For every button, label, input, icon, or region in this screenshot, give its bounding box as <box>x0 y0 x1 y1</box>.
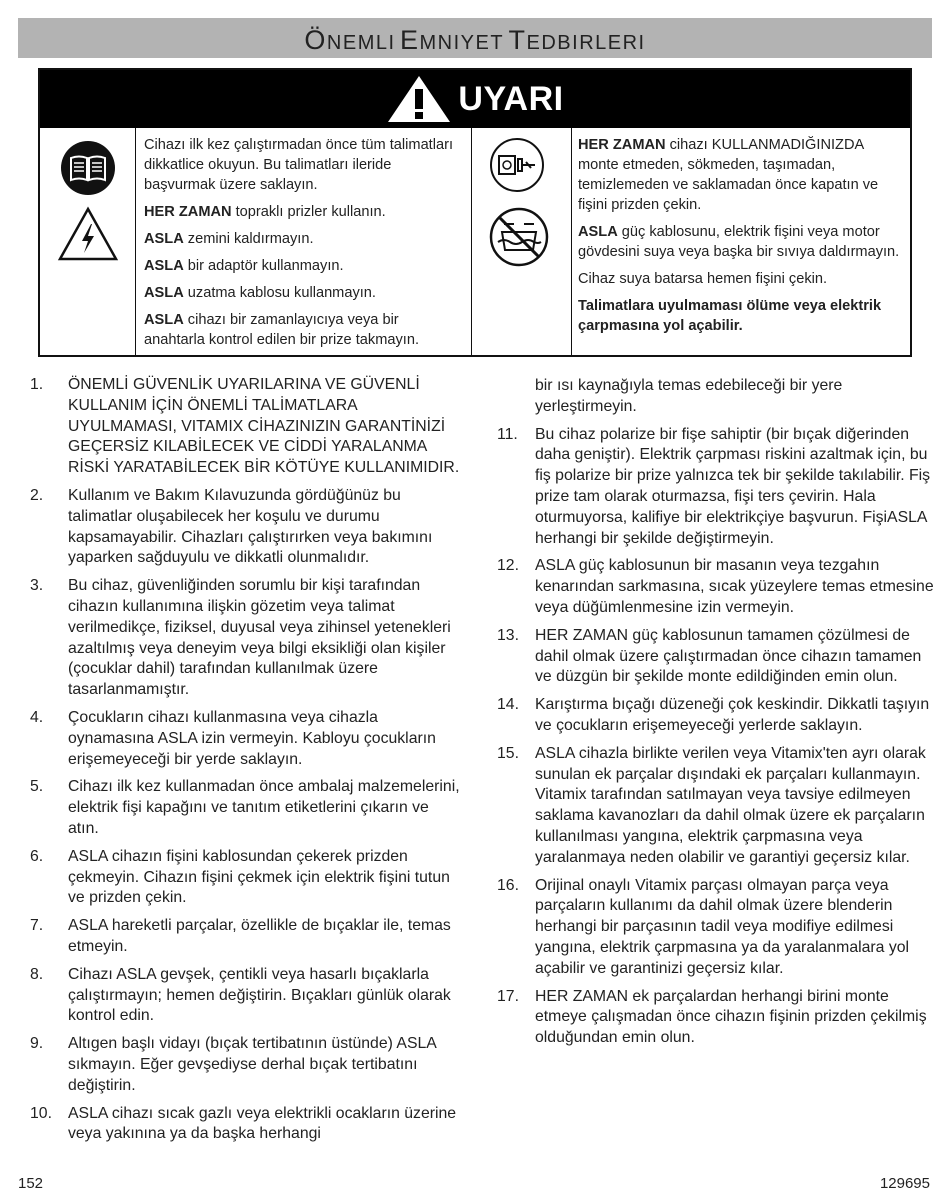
item-text: ASLA cihazın fişini kablosundan çekerek prizden çekmeyin. Cihazın fişini çekmek için elektrik fişini tutun ve prizden çekin. <box>68 847 450 907</box>
item-text: Bu cihaz polarize bir fişe sahiptir (bir bıçak diğerinden daha geniştir). Elektrik çarpması riskini azaltmak için, bu fiş polarize bir prize yalnızca tek bir şekilde takılabilir. Fiş prize tam olarak oturmazsa, fişi ters çevirin. Hala oturmuyorsa, kalifiye bir elektrikçiye başvurun. FişiASLA herhangi bir şekilde değiştirmeyin. <box>535 425 931 547</box>
item-text: Çocukların cihazı kullanmasına veya cihazla oynamasına ASLA izin vermeyin. Kabloyu çocukların erişemeyeceği bir yerde saklayın. <box>68 708 436 768</box>
title-word: EDBIRLERI <box>526 32 646 54</box>
title-word: MNIYET <box>419 32 505 54</box>
warning-text <box>578 296 904 336</box>
item-number: 11. <box>497 425 518 443</box>
item-text: Cihazı ASLA gevşek, çentikli veya hasarlı bıçaklarla çalıştırmayın; hemen değiştirin. Bıçakları günlük olarak kontrol edin. <box>68 965 451 1025</box>
warning-bold: ASLA <box>578 224 618 240</box>
warning-text <box>144 202 463 222</box>
left-warning-text <box>136 128 472 355</box>
warning-bold: HER ZAMAN <box>578 137 666 153</box>
warning-bold: ASLA <box>144 285 184 301</box>
warning-heading: UYARI <box>458 79 564 118</box>
left-list <box>30 375 462 1152</box>
item-text: Kullanım ve Bakım Kılavuzunda gördüğünüz bu talimatlar oluşabilecek her koşulu ve durumu kapsamayabilir. Cihazları çalıştırırken veya bakımını yaparken sağduyulu ve dikkatli olunmalıdır. <box>68 486 433 567</box>
list-item <box>497 987 937 1049</box>
list-item <box>30 916 462 958</box>
warning-text <box>144 283 463 303</box>
list-item <box>30 576 462 701</box>
item-number: 6. <box>30 847 44 865</box>
list-item <box>30 708 462 770</box>
item-text: ÖNEMLİ GÜVENLİK UYARILARINA VE GÜVENLİ KULLANIM İÇİN ÖNEMLİ TALİMATLARA UYULMAMASI, VITAMIX CİHAZINIZIN GARANTİNİZİ GEÇERSİZ KILABİLECEK VE CİDDİ YARALANMA RİSKİ YARATABİLECEK BİR KÖTÜYE KULLANIMIDIR. <box>68 376 460 477</box>
warning-text <box>578 135 904 215</box>
title-letter: Ö <box>304 25 327 55</box>
item-number: 13. <box>497 626 519 644</box>
warning-rest: cihazı bir zamanlayıcıya veya bir anahtarla kontrol edilen bir prize takmayın. <box>144 312 419 348</box>
item-text: HER ZAMAN ek parçalardan herhangi birini monte etmeye çalışmadan önce cihazın fişinin prizden çekilmiş olduğundan emin olun. <box>535 987 927 1047</box>
item-text: Karıştırma bıçağı düzeneği çok keskindir. Dikkatli taşıyın ve çocukların erişemeyeceği yerlerde saklayın. <box>535 696 930 734</box>
item-number: 1. <box>30 376 44 393</box>
list-item <box>30 375 462 479</box>
title-word: NEMLI <box>326 32 396 54</box>
warning-text <box>144 256 463 276</box>
list-item <box>497 626 937 688</box>
item-number: 12. <box>497 557 519 575</box>
item-text: ASLA güç kablosunun bir masanın veya tezgahın kenarından sarkmasına, sıcak yüzeylere temas etmesine veya düğümlenmesine izin vermeyin. <box>535 557 934 616</box>
list-item <box>497 425 937 550</box>
warning-text <box>578 222 904 262</box>
item-number: 8. <box>30 965 44 983</box>
list-item <box>30 1034 462 1096</box>
item-number: 5. <box>30 778 44 796</box>
item-number: 7. <box>30 917 44 935</box>
item-text: HER ZAMAN güç kablosunun tamamen çözülmesi de dahil olmak üzere çalıştırmadan önce cihazın tamamen ve düzgün bir şekilde monte edildiğinden emin olun. <box>535 626 922 686</box>
list-item <box>30 777 462 839</box>
item-number: 2. <box>30 486 44 504</box>
item-number: 16. <box>497 876 519 894</box>
right-icon-column <box>472 128 572 355</box>
list-item <box>497 876 937 980</box>
item-text: ASLA cihazla birlikte verilen veya Vitamix'ten ayrı olarak sunulan ek parçalar dışındaki ek parçaları kullanmayın. Vitamix tarafından satılmayan veya tavsiye edilmeyen saklama kavanozları da dahil olmak üzere ek parçaların kullanılması yangına, elektrik çarpmasına veya yaralanmaya neden olabilir ve garantiyi geçersiz kılar. <box>535 744 926 866</box>
item-number: 15. <box>497 744 519 762</box>
page-title <box>18 18 932 58</box>
manual-book-icon <box>60 140 116 196</box>
item-number: 10. <box>30 1104 52 1122</box>
title-letter: E <box>399 25 420 55</box>
list-item <box>497 744 937 869</box>
warning-rest: topraklı prizler kullanın. <box>231 204 386 220</box>
electric-shock-icon <box>57 206 119 262</box>
item-text: Orijinal onaylı Vitamix parçası olmayan parça veya parçaların kullanımı da dahil olmak üzere blenderin herhangi bir parçasının tadil veya modifiye edilmesi yangına, elektrik çarpmasına ya da yaralanmalara yol açabilir ve garantinizi geçersiz kılar. <box>535 876 910 977</box>
item-text: Cihazı ilk kez kullanmadan önce ambalaj malzemelerini, elektrik fişi kapağını ve tanıtım etiketlerini çıkarın ve atın. <box>68 778 460 837</box>
left-icon-column <box>40 128 136 355</box>
title-letter: T <box>508 25 527 55</box>
warning-bold: HER ZAMAN <box>144 204 232 220</box>
warning-bold: ASLA <box>144 312 184 328</box>
page-number: 152 <box>18 1175 44 1192</box>
item-number: 9. <box>30 1035 44 1053</box>
item-number: 17. <box>497 987 519 1005</box>
item-text: Altıgen başlı vidayı (bıçak tertibatının üstünde) ASLA sıkmayın. Eğer gevşediyse derhal bıçak tertibatını değiştirin. <box>68 1035 436 1094</box>
list-item <box>497 695 937 737</box>
item-text: ASLA cihazı sıcak gazlı veya elektrikli ocakların üzerine veya yakınına ya da başka herhangi <box>68 1104 457 1143</box>
item-number: 14. <box>497 696 519 714</box>
warning-triangle-icon <box>386 74 452 124</box>
right-warning-text <box>572 128 910 355</box>
warning-rest: uzatma kablosu kullanmayın. <box>183 285 376 301</box>
item-text: Bu cihaz, güvenliğinden sorumlu bir kişi tarafından cihazın kullanımına ilişkin gözetim veya talimat verilmedikçe, fiziksel, duyusal veya zihinsel yetenekleri azaltılmış veya deneyim veya bilgi eksikliği olan kişiler (çocuklar dahil) tarafından kullanılmak üzere tasarlanmamıştır. <box>68 577 451 699</box>
right-list <box>497 376 937 1056</box>
no-immersion-icon <box>488 206 550 268</box>
list-item <box>30 1104 462 1146</box>
item-number: 3. <box>30 577 44 595</box>
list-item <box>30 486 462 569</box>
warning-rest: bir adaptör kullanmayın. <box>183 258 344 274</box>
warning-bold: ASLA <box>144 231 184 247</box>
list-item <box>497 556 937 618</box>
warning-header <box>40 70 910 128</box>
warning-text: Cihaz suya batarsa hemen fişini çekin. <box>578 271 828 287</box>
item-text: ASLA hareketli parçalar, özellikle de bıçaklar ile, temas etmeyin. <box>68 917 451 955</box>
document-code: 129695 <box>879 1175 930 1192</box>
warning-rest: zemini kaldırmayın. <box>183 231 314 247</box>
item-number: 4. <box>30 708 44 726</box>
list-item <box>30 847 462 909</box>
warning-box <box>38 68 912 357</box>
list-item <box>30 965 462 1027</box>
warning-rest: cihazı KULLANMADIĞINIZDA monte etmeden, sökmeden, taşımadan, temizlemeden ve saklamadan önce kapatın ve fişini prizden çekin. <box>578 137 879 213</box>
warning-bold: Talimatlara uyulmaması ölüme veya elektrik çarpmasına yol açabilir. <box>578 298 882 334</box>
warning-text: Cihazı ilk kez çalıştırmadan önce tüm talimatları dikkatlice okuyun. Bu talimatları ileride başvurmak üzere saklayın. <box>144 137 454 193</box>
unplug-icon <box>488 136 546 194</box>
warning-rest: güç kablosunu, elektrik fişini veya motor gövdesini suya veya başka bir sıvıya daldırmayın. <box>578 224 900 260</box>
warning-bold: ASLA <box>144 258 184 274</box>
warning-text <box>144 310 463 350</box>
item-continuation: bir ısı kaynağıyla temas edebileceği bir yere yerleştirmeyin. <box>535 377 843 415</box>
warning-text <box>144 229 463 249</box>
